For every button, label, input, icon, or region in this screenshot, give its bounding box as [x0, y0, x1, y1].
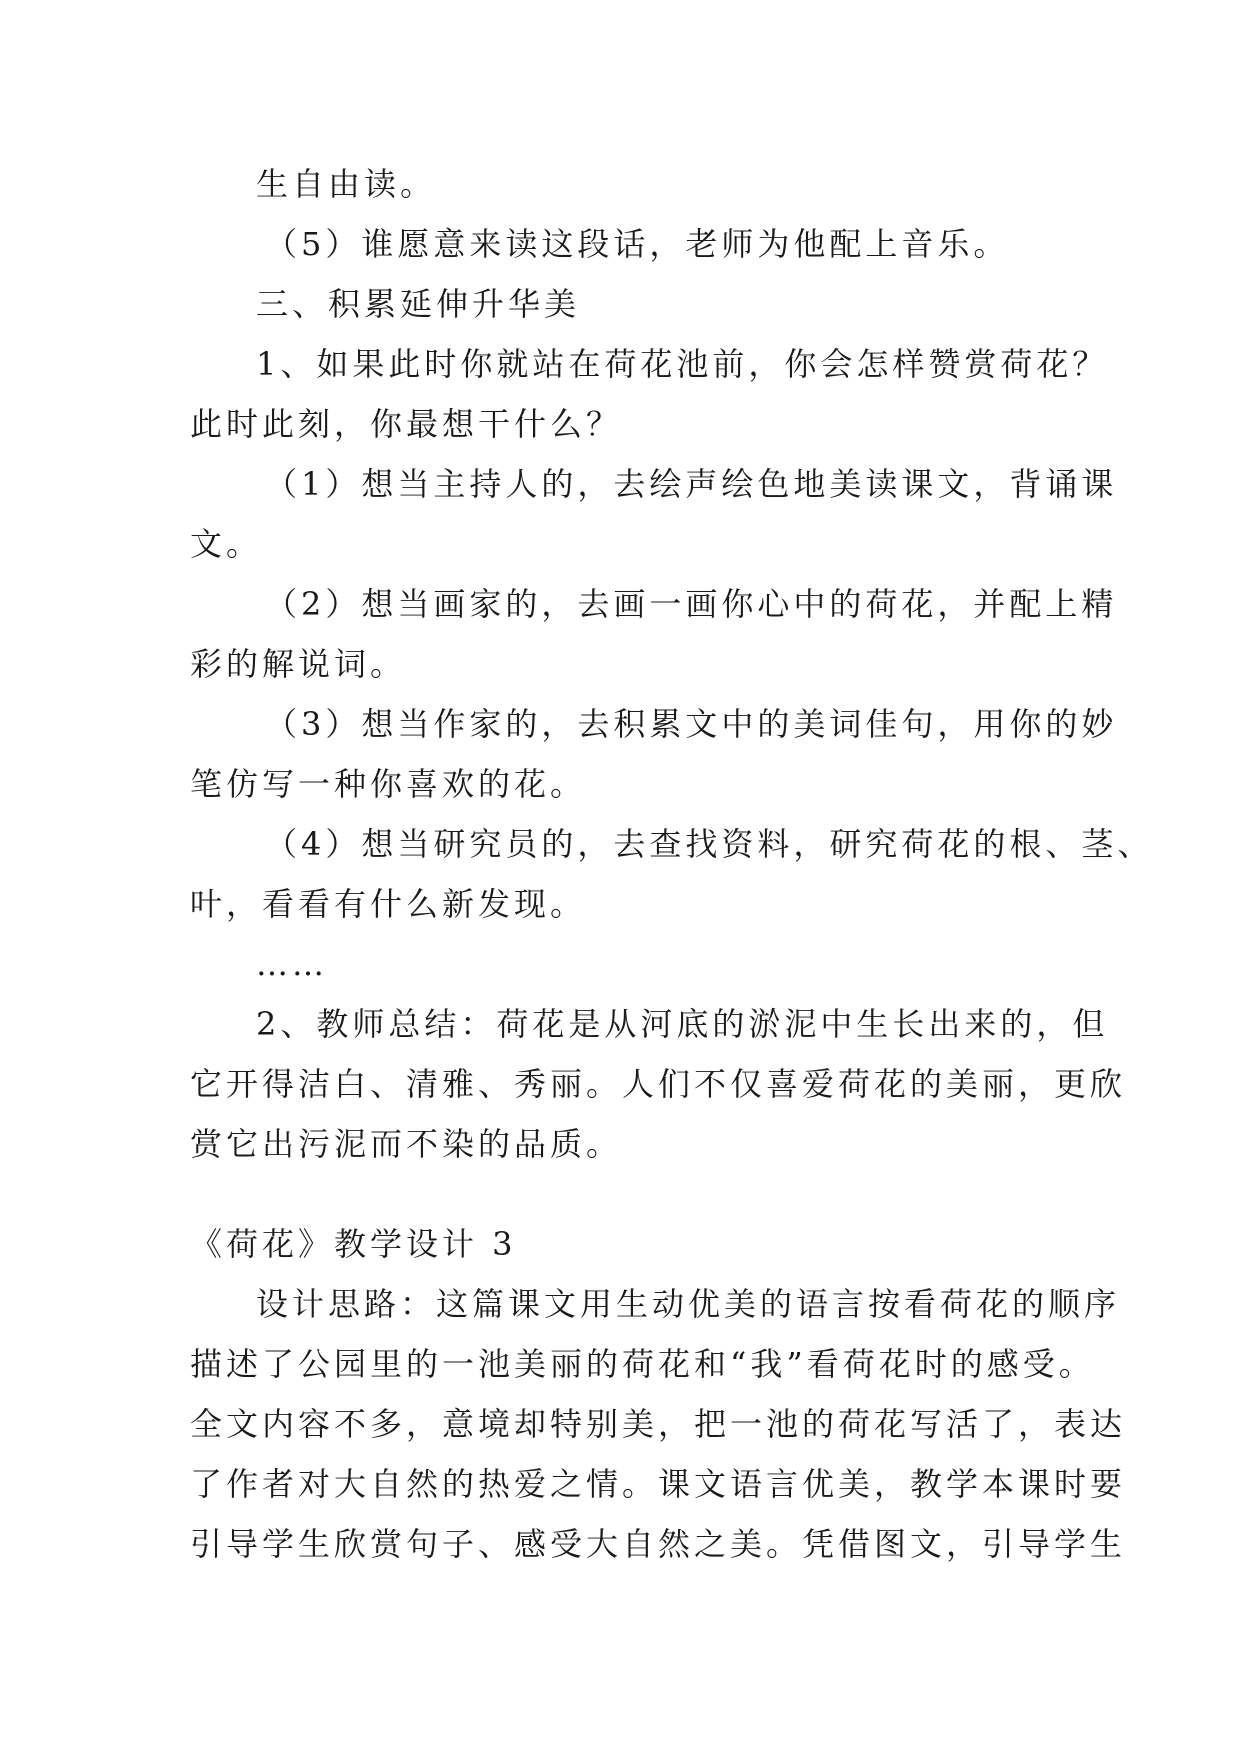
text-line: （2）想当画家的，去画一画你心中的荷花，并配上精	[265, 585, 1118, 623]
text-line: 引导学生欣赏句子、感受大自然之美。凭借图文，引导学生	[190, 1525, 1127, 1563]
text-line: 赏它出污泥而不染的品质。	[190, 1125, 623, 1163]
text-line: 2、教师总结：荷花是从河底的淤泥中生长出来的，但	[256, 1005, 1109, 1043]
text-line: （3）想当作家的，去积累文中的美词佳句，用你的妙	[265, 705, 1118, 743]
ellipsis-line: ……	[256, 945, 328, 983]
text-line: 设计思路：这篇课文用生动优美的语言按看荷花的顺序	[256, 1285, 1121, 1323]
text-line: 描述了公园里的一池美丽的荷花和“我”看荷花时的感受。	[190, 1345, 1095, 1383]
text-line: （4）想当研究员的，去查找资料，研究荷花的根、茎、	[265, 825, 1154, 863]
text-line: 叶，看看有什么新发现。	[190, 885, 587, 923]
text-line: 文。	[190, 525, 263, 563]
section-heading: 三、积累延伸升华美	[256, 285, 581, 323]
text-line: 全文内容不多，意境却特别美，把一池的荷花写活了，表达	[190, 1405, 1127, 1443]
text-line: （1）想当主持人的，去绘声绘色地美读课文，背诵课	[265, 465, 1118, 503]
document-title: 《荷花》教学设计 3	[190, 1225, 517, 1263]
text-line: 笔仿写一种你喜欢的花。	[190, 765, 587, 803]
text-line: （5）谁愿意来读这段话，老师为他配上音乐。	[265, 225, 1010, 263]
text-line: 此时此刻，你最想干什么？	[190, 405, 623, 443]
text-line: 它开得洁白、清雅、秀丽。人们不仅喜爱荷花的美丽，更欣	[190, 1065, 1127, 1103]
text-line: 1、如果此时你就站在荷花池前，你会怎样赞赏荷花？	[256, 345, 1109, 383]
text-line: 彩的解说词。	[190, 645, 407, 683]
text-line: 生自由读。	[256, 165, 437, 203]
text-line: 了作者对大自然的热爱之情。课文语言优美，教学本课时要	[190, 1465, 1127, 1503]
